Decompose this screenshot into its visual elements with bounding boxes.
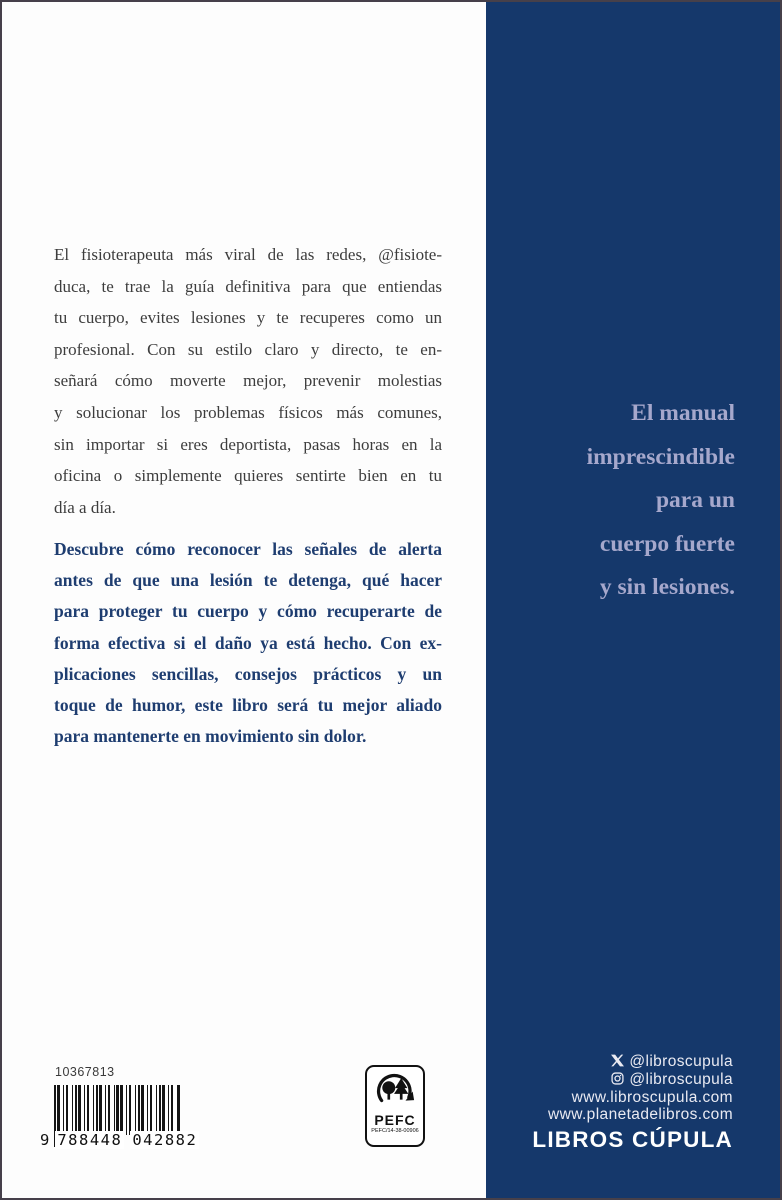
pefc-label: PEFC — [374, 1112, 416, 1128]
publisher-logo-text: LIBROS CÚPULA — [532, 1127, 733, 1153]
text-line: para proteger tu cuerpo y cómo recuperarte de — [54, 601, 442, 622]
social-block — [532, 1053, 733, 1153]
x-handle: @libroscupula — [629, 1053, 733, 1070]
instagram-handle-line — [532, 1071, 733, 1089]
text-line: y sin lesiones. — [599, 574, 735, 600]
isbn-number — [40, 1131, 198, 1149]
text-line: oficina o simplemente quieres sentirte bien en tu — [54, 466, 442, 486]
pefc-certification-logo — [365, 1065, 425, 1147]
text-line: Descubre cómo reconocer las señales de alerta — [54, 539, 442, 559]
text-line: sin importar si eres deportista, pasas horas en la — [54, 434, 442, 454]
text-line: antes de que una lesión te detenga, qué hacer — [54, 570, 442, 591]
text-line: plicaciones sencillas, consejos prácticos y un — [54, 663, 442, 684]
ean-barcode — [40, 1085, 198, 1151]
text-line: El manual — [631, 400, 735, 426]
spine-panel — [486, 2, 780, 1198]
instagram-icon — [611, 1072, 624, 1085]
isbn-lead-digit: 9 — [40, 1131, 50, 1149]
text-line: forma efectiva si el daño ya está hecho. Con ex- — [54, 632, 442, 653]
text-line: cuerpo fuerte — [599, 530, 735, 557]
text-line: para mantenerte en movimiento sin dolor. — [54, 726, 367, 747]
text-line: El fisioterapeuta más viral de las redes, @fisiote- — [54, 245, 442, 264]
highlight-paragraph — [54, 534, 442, 752]
isbn-group-1: 788448 — [57, 1131, 123, 1149]
website-primary: www.libroscupula.com — [571, 1088, 733, 1106]
text-line: imprescindible — [586, 443, 735, 470]
text-line: toque de humor, este libro será tu mejor aliado — [54, 695, 442, 716]
text-line: duca, te trae la guía definitiva para que entiendas — [54, 276, 442, 296]
x-handle-line — [532, 1053, 733, 1071]
tagline — [587, 392, 735, 610]
pefc-trees-icon — [372, 1071, 418, 1113]
text-line: señará cómo moverte mejor, prevenir molestias — [54, 371, 442, 391]
instagram-handle: @libroscupula — [629, 1070, 733, 1088]
body-paragraph — [54, 239, 442, 523]
text-line: tu cuerpo, evites lesiones y te recuperes como un — [54, 308, 442, 328]
website-secondary: www.planetadelibros.com — [548, 1106, 733, 1124]
text-line: y solucionar los problemas físicos más comunes, — [54, 402, 442, 422]
text-line: día a día. — [54, 497, 116, 517]
text-line: para un — [655, 487, 735, 513]
product-code: 10367813 — [55, 1065, 115, 1079]
pefc-code: PEFC/14-38-00906 — [371, 1128, 419, 1134]
x-icon — [611, 1054, 624, 1067]
isbn-group-2: 042882 — [132, 1131, 198, 1149]
text-line: profesional. Con su estilo claro y directo, te en- — [54, 339, 442, 359]
